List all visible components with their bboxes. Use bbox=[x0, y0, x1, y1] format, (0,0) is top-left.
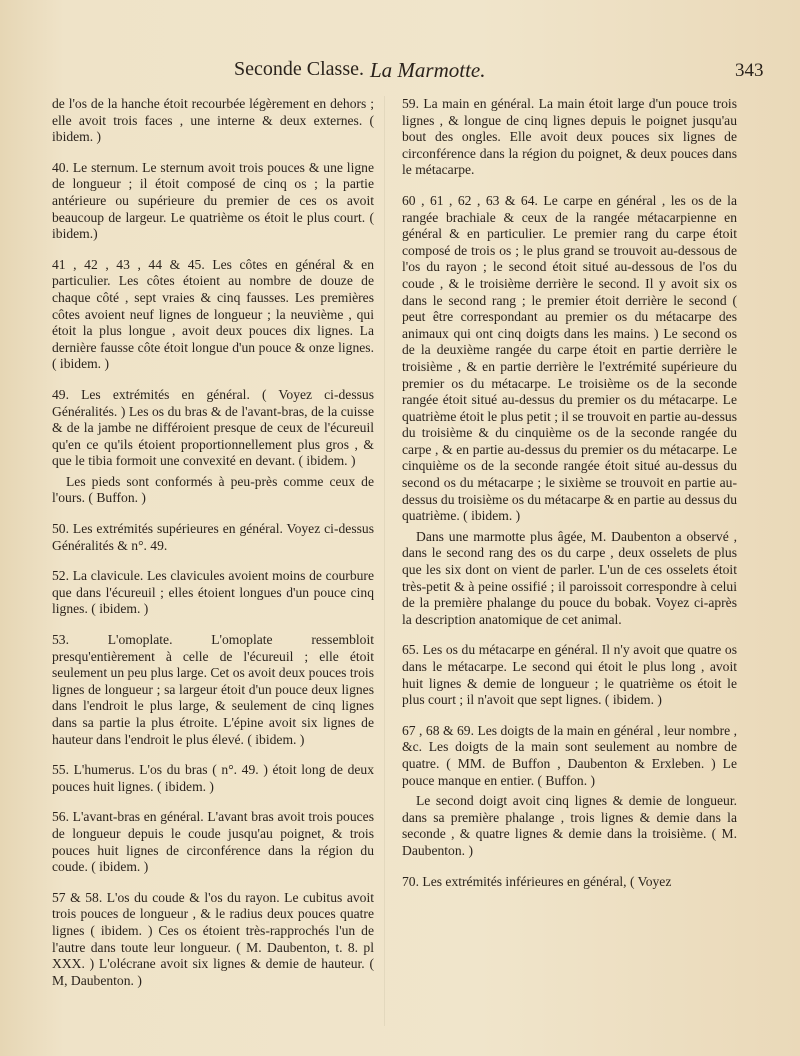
paragraph: 53. L'omoplate. L'omoplate ressembloit presqu'entièrement à celle de l'écureuil ; elle étoit seulement un peu plus large. Cet os avoit deux pouces trois lignes de longueur ; sa largeur étoit d'un pouce deux lignes dans l'endroit le plus large, & seulement de cinq lignes dans sa partie la plus étroite. L'épine avoit six lignes de hauteur dans l'endroit le plus élevé. ( ibidem. ) bbox=[52, 632, 374, 747]
paragraph: de l'os de la hanche étoit recourbée légèrement en dehors ; elle avoit trois faces , une interne & deux externes. ( ibidem. ) bbox=[52, 96, 374, 145]
paragraph: 52. La clavicule. Les clavicules avoient moins de courbure que dans l'écureuil ; elles étoient longues d'un pouce cinq lignes. ( ibidem. ) bbox=[52, 568, 374, 617]
right-text-column bbox=[402, 96, 737, 1036]
paragraph: 59. La main en général. La main étoit large d'un pouce trois lignes , & longue de cinq lignes depuis le poignet jusqu'au bout des ongles. Elle avoit deux pouces six lignes de circonférence dans la région du poignet, & deux pouces dans le métacarpe. bbox=[402, 96, 737, 178]
paragraph: Les pieds sont conformés à peu-près comme ceux de l'ours. ( Buffon. ) bbox=[52, 473, 374, 506]
header-chapter-title: La Marmotte. bbox=[370, 58, 486, 82]
paragraph: 60 , 61 , 62 , 63 & 64. Le carpe en général , les os de la rangée brachiale & ceux de la rangée métacarpienne en général & en particulier. Le premier rang du carpe étoit composé de trois os ; le plus grand se trouvoit au-dessous de l'os du rayon ; le second étoit situé au-dessous de l'os du coude , & le troisième derrière le second. Il y avoit six os dans le second rang ; le premier étoit derrière le second ( peut être correspondant au premier os du métacarpe des animaux qui ont cinq doigts dans les mains. ) Le second os de la deuxième rangée du carpe étoit en partie derrière le troisième , & en partie derrière le l'extrémité supérieure du premier os du métacarpe. Le troisième os de la seconde rangée étoit situé au-dessus du premier os du métacarpe. Le quatrième étoit le plus petit ; il se trouvoit en partie au-dessus du troisième & du cinquième os de la seconde rangée du carpe , & en partie au-dessus du premier os du métacarpe. Le cinquième os de la seconde rangée étoit situé au-dessus du second os du métacarpe ; le sixième se trouvoit en partie au-dessus du troisième os du métacarpe & en partie au dessus du quatrième. ( ibidem. ) bbox=[402, 192, 737, 524]
running-header bbox=[0, 58, 800, 92]
paragraph: 40. Le sternum. Le sternum avoit trois pouces & une ligne de longueur ; il étoit composé de cinq os ; la partie antérieure ou supérieure du premier de ces os avoit beaucoup de largeur. Le quatrième os étoit le plus court. ( ibidem.) bbox=[52, 159, 374, 242]
left-text-column bbox=[52, 96, 374, 1036]
page-number: 343 bbox=[735, 60, 764, 81]
paragraph: 55. L'humerus. L'os du bras ( n°. 49. ) étoit long de deux pouces huit lignes. ( ibidem. ) bbox=[52, 762, 374, 794]
paragraph: 65. Les os du métacarpe en général. Il n'y avoit que quatre os dans le métacarpe. Le second qui étoit le plus long , avoit huit lignes & demie de longueur ; le quatrième os étoit le plus court ; il n'avoit que sept lignes. ( ibidem. ) bbox=[402, 642, 737, 708]
paragraph: 70. Les extrémités inférieures en général, ( Voyez bbox=[402, 873, 672, 889]
paragraph: 41 , 42 , 43 , 44 & 45. Les côtes en général & en particulier. Les côtes étoient au nombre de douze de chaque côté , sept vraies & cinq fausses. Les premières côtes avoient neuf lignes de longueur ; la neuvième , qui étoit la plus longue , avoit deux pouces dix lignes. La dernière fausse côte étoit longue d'un pouce & onze lignes. ( ibidem. ) bbox=[52, 256, 374, 372]
paragraph: Le second doigt avoit cinq lignes & demie de longueur. dans sa première phalange , trois lignes & demie dans la seconde , & quatre lignes & demie dans la troisième. ( M. Daubenton. ) bbox=[402, 793, 737, 858]
paragraph: Dans une marmotte plus âgée, M. Daubenton a observé , dans le second rang des os du carpe , deux osselets de plus que les six dont on vient de parler. L'un de ces osselets étoit très-petit & à peine ossifié ; il paroissoit correspondre à celui de la première phalange du pouce du bobak. Voyez ci-après la description anatomique de cet animal. bbox=[402, 528, 737, 627]
paragraph: 56. L'avant-bras en général. L'avant bras avoit trois pouces de longueur depuis le coude jusqu'au poignet, & trois pouces huit lignes de circonférence dans la région du coude. ( ibidem. ) bbox=[52, 809, 374, 875]
paragraph: 67 , 68 & 69. Les doigts de la main en général , leur nombre , &c. Les doigts de la main sont seulement au nombre de quatre. ( MM. de Buffon , Daubenton & Erxleben. ) Le pouce manque en entier. ( Buffon. ) bbox=[402, 722, 737, 788]
header-section-title: Seconde Classe. bbox=[234, 58, 364, 80]
column-gutter bbox=[384, 96, 385, 1026]
paragraph: 50. Les extrémités supérieures en général. Voyez ci-dessus Généralités & n°. 49. bbox=[52, 521, 374, 553]
paragraph: 57 & 58. L'os du coude & l'os du rayon. Le cubitus avoit trois pouces de longueur , & le radius deux pouces quatre lignes ( ibidem. ) Ces os étoient très-rapprochés l'un de l'autre dans toute leur longueur. ( M. Daubenton, t. 8. pl XXX. ) L'olécrane avoit six lignes & demie de hauteur. ( M, Daubenton. ) bbox=[52, 889, 374, 988]
paragraph: 49. Les extrémités en général. ( Voyez ci-dessus Généralités. ) Les os du bras & de l'avant-bras, de la cuisse & de la jambe ne différoient presque de ceux de l'écureuil qu'en ce qu'ils étoient proportionnellement plus gros , & que le tibia formoit une convexité en devant. ( ibidem. ) bbox=[52, 386, 374, 469]
